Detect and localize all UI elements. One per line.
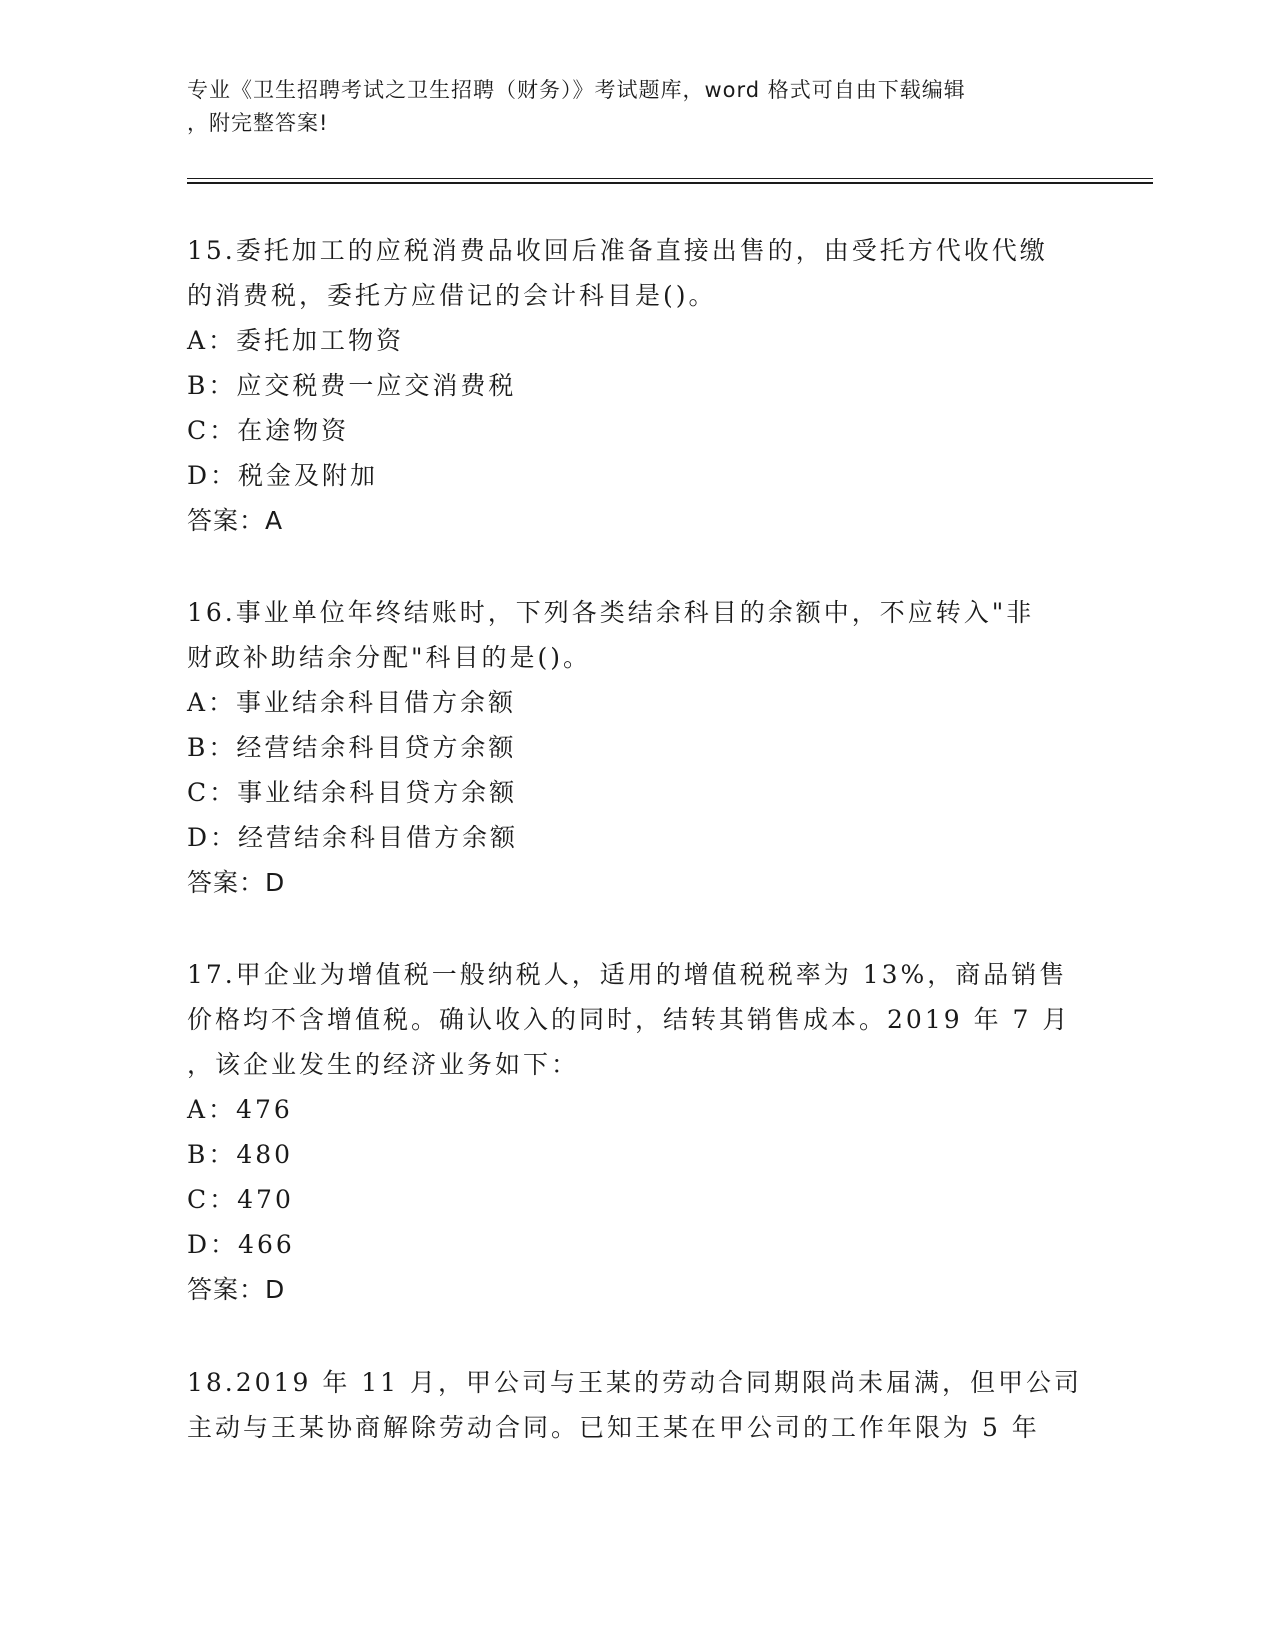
- question-stem-line: 的消费税，委托方应借记的会计科目是()。: [187, 281, 717, 310]
- document-header: [187, 74, 1067, 140]
- option-d: D：经营结余科目借方余额: [187, 823, 519, 852]
- option-c: C：事业结余科目贷方余额: [187, 778, 518, 807]
- question-stem-line: 15.委托加工的应税消费品收回后准备直接出售的，由受托方代收代缴: [187, 236, 1048, 265]
- question-stem-line: 17.甲企业为增值税一般纳税人，适用的增值税税率为 13%，商品销售: [187, 960, 1068, 989]
- option-a: A：476: [187, 1095, 293, 1124]
- header-divider-bottom: [187, 182, 1153, 184]
- header-line-1: 专业《卫生招聘考试之卫生招聘（财务）》考试题库，word 格式可自由下载编辑: [187, 78, 966, 102]
- answer-value: D: [265, 1275, 286, 1304]
- question-15: [187, 228, 1087, 543]
- option-b: B：应交税费一应交消费税: [187, 371, 517, 400]
- question-16: [187, 590, 1087, 905]
- header-line-2: ，附完整答案!: [187, 111, 329, 135]
- option-b: B：480: [187, 1140, 294, 1169]
- answer-line: [187, 498, 1087, 543]
- question-stem-line: 主动与王某协商解除劳动合同。已知王某在甲公司的工作年限为 5 年: [187, 1413, 1040, 1442]
- answer-label: 答案：: [187, 506, 266, 535]
- answer-value: D: [265, 868, 286, 897]
- option-d: D：税金及附加: [187, 461, 379, 490]
- question-stem-line: 财政补助结余分配"科目的是()。: [187, 643, 592, 672]
- option-c: C：在途物资: [187, 416, 350, 445]
- answer-label: 答案：: [187, 1275, 266, 1304]
- option-c: C：470: [187, 1185, 294, 1214]
- answer-line: [187, 1267, 1087, 1312]
- question-17: [187, 952, 1087, 1312]
- answer-value: A: [265, 506, 284, 535]
- question-stem-line: 16.事业单位年终结账时，下列各类结余科目的余额中，不应转入"非: [187, 598, 1035, 627]
- header-divider-top: [187, 178, 1153, 179]
- answer-line: [187, 860, 1087, 905]
- answer-label: 答案：: [187, 868, 266, 897]
- question-stem-line: ，该企业发生的经济业务如下：: [187, 1050, 580, 1079]
- question-18: [187, 1360, 1087, 1450]
- option-a: A：委托加工物资: [187, 326, 405, 355]
- option-d: D：466: [187, 1230, 295, 1259]
- question-stem-line: 价格均不含增值税。确认收入的同时，结转其销售成本。2019 年 7 月: [187, 1005, 1071, 1034]
- option-b: B：经营结余科目贷方余额: [187, 733, 517, 762]
- question-stem-line: 18.2019 年 11 月，甲公司与王某的劳动合同期限尚未届满，但甲公司: [187, 1368, 1083, 1397]
- option-a: A：事业结余科目借方余额: [187, 688, 517, 717]
